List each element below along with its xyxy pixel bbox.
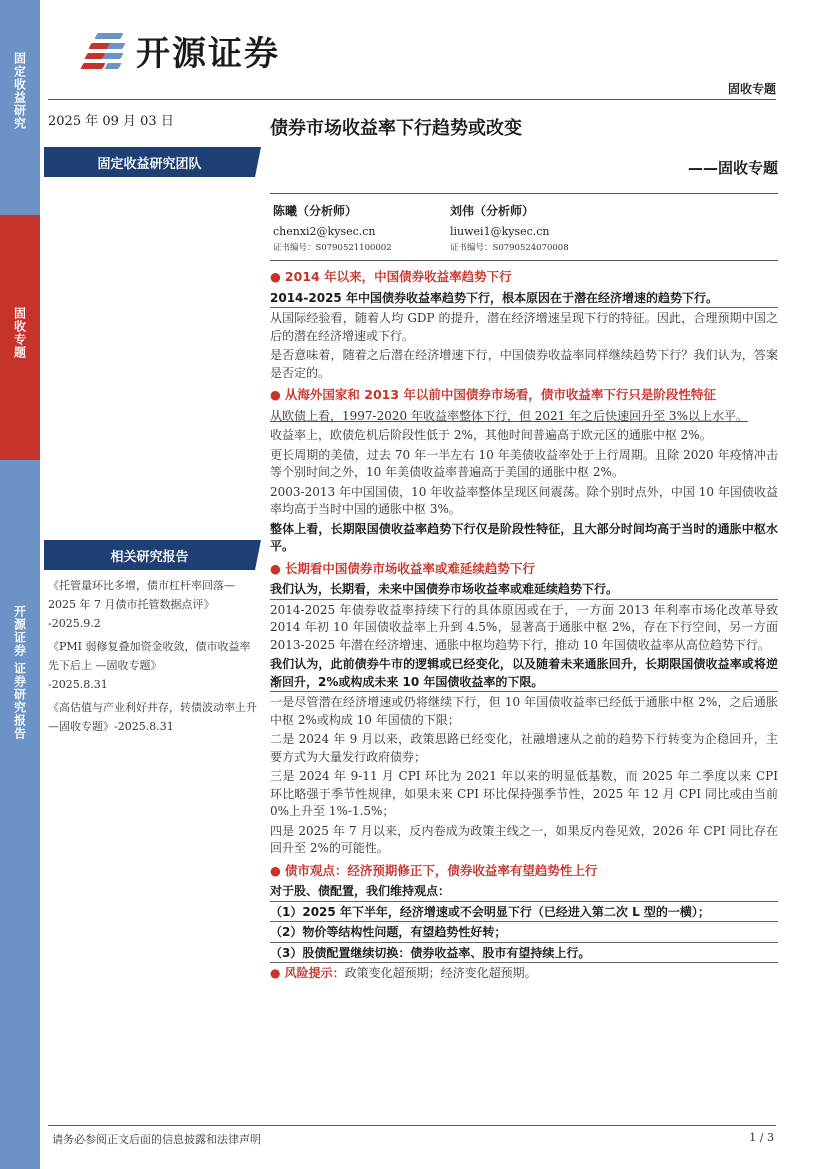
analyst-email[interactable]: liuwei1@kysec.cn	[450, 225, 550, 238]
bullet-dot-icon: ●	[270, 862, 281, 878]
side-strip	[0, 0, 40, 1169]
footer-disclaimer: 请务必参阅正文后面的信息披露和法律声明	[52, 1133, 261, 1146]
report-subtitle: ——固收专题	[687, 159, 778, 177]
paragraph: 2014-2025 年债券收益率持续下行的具体原因或在于，一方面 2013 年利率市场化改革导致 2014 年初 10 年国债收益率上升到 4.5%，显著高于通胀中枢 2%，存在下行空间，另一方面 2013-2025 年潜在经济增速、通胀中枢均趋势下行，推动 10 年国债收益率从高位趋势下行。	[270, 602, 778, 652]
analyst-card	[450, 202, 630, 253]
key-point: （2）物价等结构性问题，有望趋势性好转；	[270, 924, 778, 943]
analyst-cert: 证书编号：S0790524070008	[450, 243, 569, 253]
key-point: （1）2025 年下半年，经济增速或不会明显下行（已经进入第二次 L 型的一横）；	[270, 904, 778, 923]
related-reports-list	[48, 576, 258, 740]
team-label: 固定收益研究团队	[97, 156, 202, 172]
bullet-dot-icon: ●	[270, 387, 281, 402]
report-date: 2025 年 09 月 03 日	[48, 114, 174, 129]
analyst-name: 刘伟（分析师）	[450, 204, 535, 218]
related-reports-label: 相关研究报告	[110, 549, 189, 565]
paragraph: 四是 2025 年 7 月以来，反内卷成为政策主线之一，如果反内卷见效，2026 年 CPI 同比存在回升至 2%的可能性。	[270, 823, 778, 855]
strip-segment-research	[0, 0, 40, 215]
analyst-email[interactable]: chenxi2@kysec.cn	[273, 225, 376, 238]
analyst-divider	[270, 260, 778, 261]
paragraph: 是否意味着，随着之后潜在经济增速下行，中国债券收益率同样继续趋势下行？我们认为，答案是否定的。	[270, 348, 778, 380]
related-report-item[interactable]	[48, 637, 258, 694]
strip-label-research: 固定收益研究	[12, 52, 27, 130]
related-report-title[interactable]: 《PMI 弱修复叠加资金收敛，债市收益率先下后上 —固收专题》	[48, 640, 251, 672]
strip-label-company: 开源证券 证券研究报告	[12, 605, 27, 741]
analyst-name: 陈曦（分析师）	[273, 204, 358, 218]
report-body	[270, 264, 778, 985]
logo-text: 开源证券	[136, 34, 280, 74]
team-label-box	[44, 147, 255, 177]
key-point: 我们认为，长期看，未来中国债券市场收益率或难延续趋势下行。	[270, 581, 778, 600]
analyst-cert: 证书编号：S0790521100002	[273, 243, 392, 253]
paragraph: 一是尽管潜在经济增速或仍将继续下行，但 10 年国债收益率已经低于通胀中枢 2%，之后通胀中枢 2%或构成 10 年国债的下限；	[270, 695, 778, 727]
related-report-item[interactable]	[48, 698, 258, 736]
paragraph: 从国际经验看，随着人均 GDP 的提升，潜在经济增速呈现下行的特征。因此，合理预期中国之后的潜在经济增速或下行。	[270, 311, 778, 343]
section-heading-1: ● 2014 年以来，中国债券收益率趋势下行	[270, 269, 512, 284]
related-report-title[interactable]: 《托管量环比多增，债市杠杆率回落—2025 年 7 月债市托管数据点评》	[48, 579, 235, 611]
risk-warning	[270, 965, 778, 983]
paragraph: 二是 2024 年 9 月以来，政策思路已经变化，社融增速从之前的趋势下行转变为企稳回升，主要方式为大量发行政府债券；	[270, 732, 778, 764]
title-divider	[270, 193, 778, 194]
risk-label: 风险提示：	[284, 966, 345, 980]
risk-text: 政策变化超预期；经济变化超预期。	[344, 966, 537, 980]
strip-segment-topic	[0, 215, 40, 460]
analyst-card	[273, 202, 453, 253]
paragraph: 收益率上，欧债危机后阶段性低于 2%，其他时间普遍高于欧元区的通胀中枢 2%。	[270, 428, 712, 442]
key-point: 2014-2025 年中国债券收益率趋势下行，根本原因在于潜在经济增速的趋势下行。	[270, 290, 778, 309]
related-report-date: -2025.9.2	[48, 617, 101, 630]
section-heading-2: ● 从海外国家和 2013 年以前中国债券市场看，债市收益率下行只是阶段性特征	[270, 387, 716, 402]
page-number: 1 / 3	[749, 1131, 774, 1144]
strip-label-topic: 固收专题	[12, 307, 27, 359]
key-point: 整体上看，长期限国债收益率趋势下行仅是阶段性特征，且大部分时间均高于当时的通胀中枢水平。	[270, 521, 778, 553]
related-report-item[interactable]	[48, 576, 258, 633]
bullet-dot-icon: ●	[270, 269, 281, 284]
strip-segment-company	[0, 460, 40, 1169]
bullet-dot-icon: ●	[270, 560, 281, 576]
paragraph: 三是 2024 年 9-11 月 CPI 环比为 2021 年以来的明显低基数，而 2025 年二季度以来 CPI 环比略强于季节性规律，如果未来 CPI 环比保持强季节性，2025 年 12 月 CPI 同比或由当前 0%上升至 1%-1.5%；	[270, 769, 778, 818]
header-category-tag: 固收专题	[727, 82, 776, 96]
header-divider	[48, 99, 776, 100]
related-reports-box	[44, 540, 255, 570]
company-logo	[78, 26, 280, 75]
key-point: （3）股债配置继续切换：债券收益率、股市有望持续上行。	[270, 945, 778, 964]
paragraph: 从欧债上看，1997-2020 年收益率整体下行，但 2021 年之后快速回升至 3%以上水平。	[270, 408, 748, 423]
related-report-title[interactable]: 《高估值与产业利好并存，转债波动率上升—固收专题》-2025.8.31	[48, 701, 257, 733]
section-heading-3: ● 长期看中国债券市场收益率或难延续趋势下行	[270, 560, 535, 576]
key-point: 对于股、债配置，我们维持观点：	[270, 883, 778, 902]
report-title: 债券市场收益率下行趋势或改变	[270, 118, 522, 139]
bullet-dot-icon: ●	[270, 966, 285, 980]
paragraph: 更长周期的美债，过去 70 年一半左右 10 年美债收益率处于上行周期。且除 2020 年疫情冲击等个别时间之外，10 年美债收益率普遍高于美国的通胀中枢 2%。	[270, 447, 778, 479]
section-heading-4: ● 债市观点：经济预期修正下，债券收益率有望趋势性上行	[270, 862, 598, 878]
paragraph: 2003-2013 年中国国债，10 年收益率整体呈现区间震荡。除个别时点外，中国 10 年国债收益率均高于当时中国的通胀中枢 3%。	[270, 484, 778, 516]
key-point: 我们认为，此前债券牛市的逻辑或已经变化，以及随着未来通胀回升，长期限国债收益率或将逆渐回升，2%或构成未来 10 年国债收益率的下限。	[270, 656, 778, 692]
related-report-date: -2025.8.31	[48, 678, 108, 691]
footer-divider	[48, 1125, 776, 1126]
logo-mark-icon	[78, 29, 130, 73]
